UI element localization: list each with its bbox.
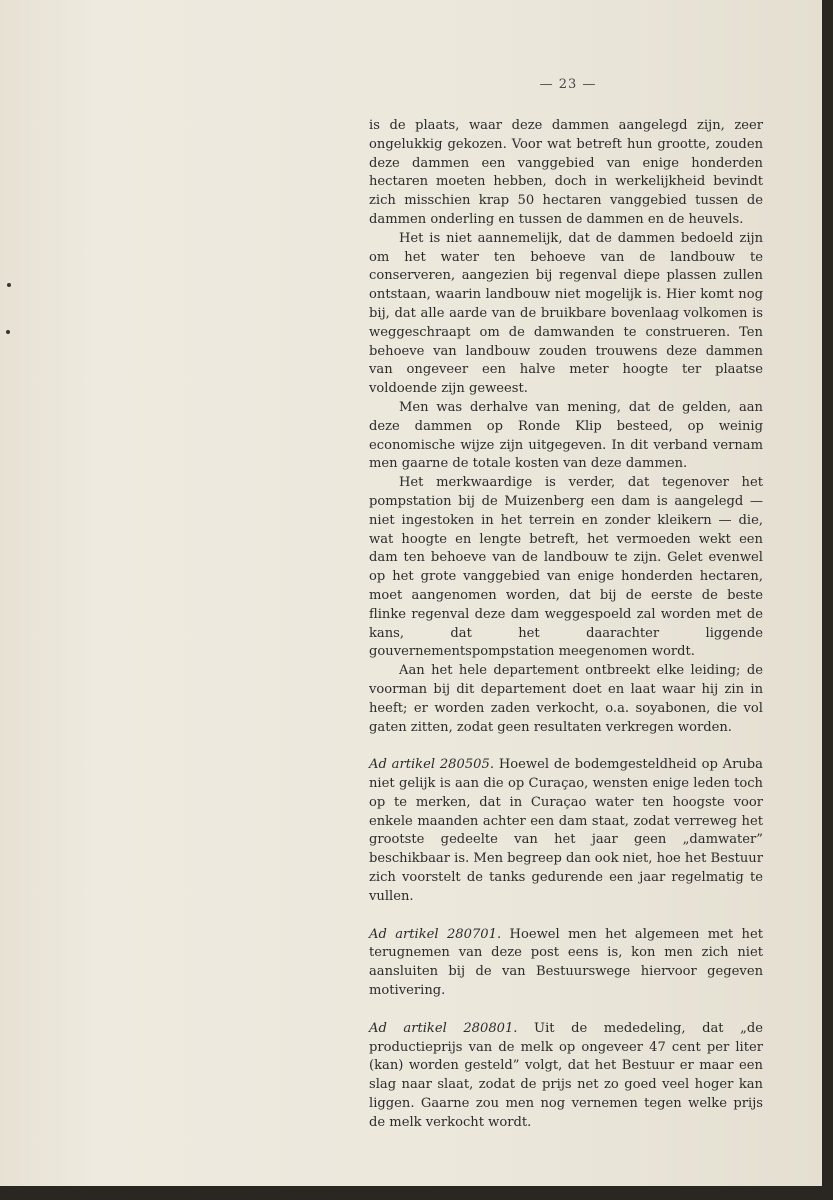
margin-mark — [7, 283, 11, 287]
ad-article-text: Uit de mededeling, dat „de productieprijs van de melk op ongeveer 47 cent per liter (kan) worden gesteld” volgt, dat het Bestuur er maar een slag naar slaat, zodat de prijs net zo goed veel hoger kan liggen. Gaarne zou men nog vernemen tegen welke prijs de melk verkocht wordt. — [369, 1020, 764, 1130]
paragraph: Het merkwaardige is verder, dat tegenover het pompstation bij de Muizenberg een dam is aangelegd — niet ingestoken in het terrein en zonder kleikern — die, wat hoogte en lengte betreft, het vermoeden wekt een dam ten behoeve van de landbouw te zijn. Gelet evenwel op het grote vanggebied van enige honderden hectaren, moet aangenomen worden, dat bij de eerste de beste flinke regenval deze dam weggespoeld zal worden met de kans, dat het daarachter liggende gouvernementspompstation meegenomen wordt. — [369, 475, 763, 660]
paragraph: Het is niet aannemelijk, dat de dammen bedoeld zijn om het water ten behoeve van de landbouw te conserveren, aangezien bij regenval diepe plassen zullen ontstaan, waarin landbouw niet mogelijk is. Hier komt nog bij, dat alle aarde van de bruikbare bovenlaag volkomen is weggeschraapt om de damwanden te construeren. Ten behoeve van landbouw zouden trouwens deze dammen van ongeveer een halve meter hoogte ter plaatse voldoende zijn geweest. — [369, 230, 763, 397]
ad-article-section — [369, 756, 763, 906]
paragraph: Aan het hele departement ontbreekt elke leiding; de voorman bij dit departement doet en laat waar hij zin in heeft; er worden zaden verkocht, o.a. soyabonen, die vol gaten zitten, zodat geen resultaten verkregen worden. — [369, 663, 763, 735]
margin-mark — [6, 330, 10, 334]
ad-article-label: Ad artikel 280801. — [369, 1020, 518, 1036]
ad-article-label: Ad artikel 280505. — [369, 757, 494, 773]
ad-article-section — [369, 926, 763, 1001]
page-number: — 23 — — [539, 77, 597, 92]
ad-article-text: Hoewel de bodemgesteldheid op Aruba niet gelijk is aan die op Curaçao, wensten enige leden toch op te merken, dat in Curaçao water ten hoogste voor enkele maanden achter een dam staat, zodat verreweg het grootste gedeelte van het jaar geen „damwater” beschikbaar is. Men begreep dan ook niet, hoe het Bestuur zich voorstelt de tanks gedurende een jaar regelmatig te vullen. — [369, 757, 763, 904]
ad-article-label: Ad artikel 280701. — [369, 926, 502, 942]
text-column — [369, 117, 763, 1152]
ad-article-text: Hoewel men het algemeen met het terugnemen van deze post eens is, kon men zich niet aansluiten bij de van Bestuurswege hiervoor gegeven motivering. — [369, 926, 764, 999]
paragraph: Men was derhalve van mening, dat de gelden, aan deze dammen op Ronde Klip besteed, op weinig economische wijze zijn uitgegeven. In dit verband vernam men gaarne de totale kosten van deze dammen. — [369, 399, 763, 472]
ad-article-section — [369, 1020, 763, 1133]
paragraph: is de plaats, waar deze dammen aangelegd zijn, zeer ongelukkig gekozen. Voor wat betreft hun grootte, zouden deze dammen een vanggebied van enige honderden hectaren moeten hebben, doch in werkelijkheid bevindt zich misschien krap 50 hectaren vanggebied tussen de dammen onderling en tussen de dammen en de heuvels. — [369, 118, 763, 227]
